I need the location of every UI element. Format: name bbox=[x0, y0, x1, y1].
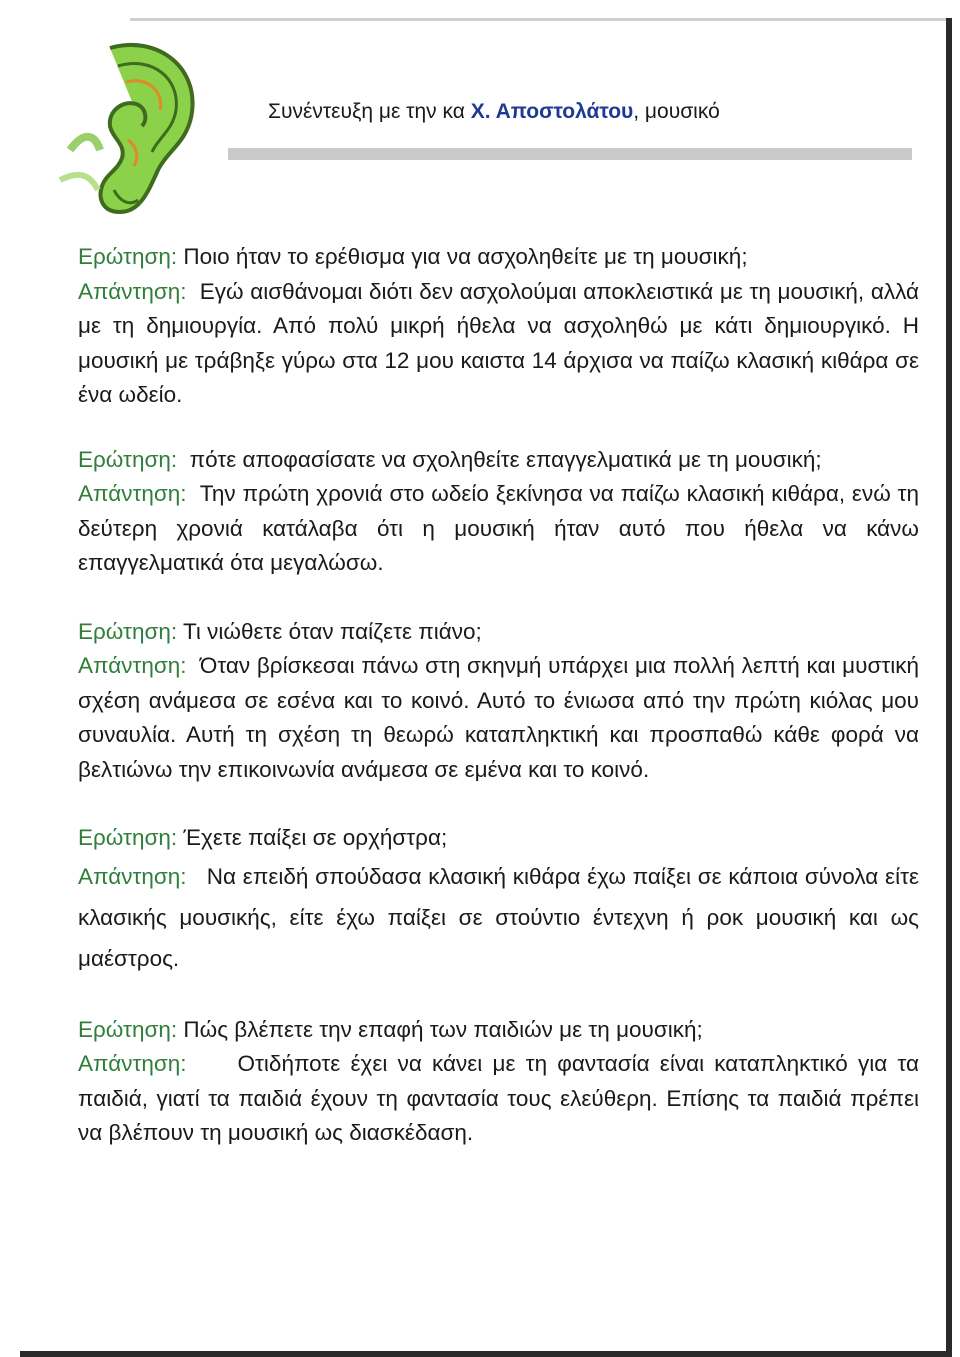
question-2 bbox=[78, 443, 919, 478]
question-text: πότε αποφασίσατε να σχοληθείτε επαγγελματικά με τη μουσική; bbox=[189, 446, 822, 472]
question-3 bbox=[78, 615, 919, 650]
answer-4 bbox=[78, 856, 919, 979]
frame-right-border bbox=[946, 18, 952, 1357]
question-label: Ερώτηση: bbox=[78, 618, 178, 644]
page-header bbox=[268, 100, 720, 124]
question-text: Έχετε παίξει σε ορχήστρα; bbox=[183, 825, 448, 850]
header-prefix: Συνέντευξη με την κα bbox=[268, 100, 465, 123]
question-4 bbox=[78, 821, 919, 856]
answer-text: Οτιδήποτε έχει να κάνει με τη φαντασία είναι καταπληκτικό για τα παιδιά, γιατί τα παιδιά έχουν τη φαντασία τους ελεύθερη. Επίσης τα παιδιά πρέπει να βλέπουν τη μουσική ως διασκέδαση. bbox=[78, 1051, 919, 1145]
frame-bottom-border bbox=[20, 1351, 952, 1357]
question-text: Πώς βλέπετε την επαφή των παιδιών με τη μουσική; bbox=[183, 1016, 703, 1042]
frame-top-border bbox=[130, 18, 946, 21]
answer-2 bbox=[78, 477, 919, 581]
answer-label: Απάντηση: bbox=[78, 1051, 187, 1076]
question-5 bbox=[78, 1013, 919, 1048]
answer-1 bbox=[78, 275, 919, 413]
header-divider bbox=[228, 148, 912, 160]
answer-text: Να επειδή σπούδασα κλασική κιθάρα έχω παίξει σε κάποια σύνολα είτε κλασικής μουσικής, είτε έχω παίξει σε στούντιο έντεχνη ή ροκ μουσική και ως μαέστρος. bbox=[78, 863, 919, 971]
qa-block-5 bbox=[78, 1013, 919, 1151]
ear-icon bbox=[40, 30, 210, 220]
answer-text: Εγώ αισθάνομαι διότι δεν ασχολούμαι αποκλειστικά με τη μουσική, αλλά με τη δημιουργία. Από πολύ μικρή ήθελα να ασχοληθώ με κάτι δημιουργικό. Η μουσική με τράβηξε γύρω στα 12 μου καιστα 14 άρχισα να παίζω κλασική κιθάρα σε ένα ωδείο. bbox=[78, 278, 919, 407]
qa-block-3 bbox=[78, 615, 919, 788]
answer-text: Την πρώτη χρονιά στο ωδείο ξεκίνησα να παίζω κλασική κιθάρα, ενώ τη δεύτερη χρονιά κατάλαβα ότι η μουσική ήταν αυτό που ήθελα να κάνω επαγγελματικά ότα μεγαλώσω. bbox=[78, 481, 919, 575]
answer-label: Απάντηση: bbox=[78, 278, 187, 304]
question-label: Ερώτηση: bbox=[78, 1016, 178, 1042]
question-text: Τι νιώθετε όταν παίζετε πιάνο; bbox=[182, 618, 482, 644]
answer-label: Απάντηση: bbox=[78, 863, 187, 889]
answer-3 bbox=[78, 649, 919, 787]
header-name: Χ. Αποστολάτου bbox=[470, 100, 634, 123]
question-text: Ποιο ήταν το ερέθισμα για να ασχοληθείτε με τη μουσική; bbox=[183, 244, 748, 269]
qa-block-1 bbox=[78, 240, 919, 413]
answer-label: Απάντηση: bbox=[78, 653, 187, 678]
question-label: Ερώτηση: bbox=[78, 244, 178, 269]
qa-block-2 bbox=[78, 443, 919, 581]
answer-text: Όταν βρίσκεσαι πάνω στη σκηνμή υπάρχει μια πολλή λεπτή και μυστική σχέση ανάμεσα σε εσένα και το κοινό. Αυτό το ένιωσα από την πρώτη κιόλας μου συναυλία. Αυτή τη σχέση τη θεωρώ καταπληκτική και προσπαθώ κάθε φορά να βελτιώνω την επικοινωνία ανάμεσα σε εμένα και το κοινό. bbox=[78, 653, 919, 782]
answer-5 bbox=[78, 1047, 919, 1151]
header-suffix: , μουσικό bbox=[633, 100, 720, 123]
answer-label: Απάντηση: bbox=[78, 481, 187, 506]
question-label: Ερώτηση: bbox=[78, 825, 178, 850]
question-1 bbox=[78, 240, 919, 275]
qa-block-4 bbox=[78, 821, 919, 979]
interview-content bbox=[78, 240, 919, 1151]
question-label: Ερώτηση: bbox=[78, 446, 178, 472]
